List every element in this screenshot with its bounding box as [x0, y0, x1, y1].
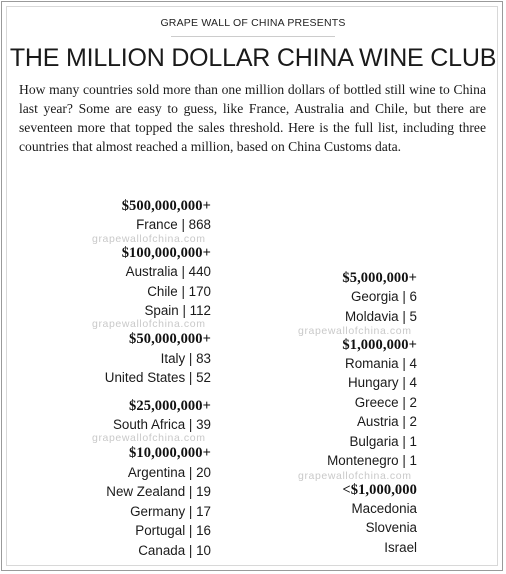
- country-entry: Austria | 2: [356, 414, 417, 429]
- tier-heading: $25,000,000+: [129, 398, 211, 414]
- country-entry: Israel: [384, 540, 417, 555]
- country-entry: Argentina | 20: [127, 465, 211, 480]
- country-entry: Macedonia: [351, 501, 417, 516]
- watermark: grapewallofchina.com: [92, 318, 206, 330]
- country-entry: United States | 52: [104, 370, 211, 385]
- watermark: grapewallofchina.com: [92, 432, 206, 444]
- watermark: grapewallofchina.com: [92, 233, 206, 245]
- country-entry: South Africa | 39: [112, 417, 211, 432]
- country-entry: Spain | 112: [144, 303, 211, 318]
- tier-heading: $50,000,000+: [129, 331, 211, 347]
- country-entry: Italy | 83: [160, 351, 211, 366]
- country-entry: Canada | 10: [138, 543, 211, 558]
- country-entry: Hungary | 4: [348, 375, 417, 390]
- country-entry: New Zealand | 19: [106, 484, 211, 499]
- country-entry: Chile | 170: [147, 284, 211, 299]
- intro-paragraph: How many countries sold more than one million dollars of bottled still wine to China last year? Some are easy to guess, like France, Australia and Chile, but there are seventeen more that topped the sales threshold. Here is the full list, including three countries that almost reached a million, based on China Customs data.: [19, 82, 486, 154]
- country-entry: Slovenia: [365, 520, 417, 535]
- watermark: grapewallofchina.com: [298, 470, 412, 482]
- tier-heading: $500,000,000+: [121, 198, 211, 214]
- country-entry: France | 868: [136, 217, 211, 232]
- tier-heading: <$1,000,000: [342, 482, 417, 498]
- country-entry: Australia | 440: [125, 264, 211, 279]
- tier-heading: $5,000,000+: [342, 270, 417, 286]
- country-entry: Romania | 4: [345, 356, 417, 371]
- tier-heading: $10,000,000+: [129, 445, 211, 461]
- tier-heading: $1,000,000+: [342, 337, 417, 353]
- country-entry: Georgia | 6: [350, 289, 417, 304]
- presents-line: GRAPE WALL OF CHINA PRESENTS: [160, 17, 346, 29]
- page-title: THE MILLION DOLLAR CHINA WINE CLUB: [9, 44, 497, 72]
- header-divider: [171, 36, 335, 37]
- country-entry: Portugal | 16: [135, 523, 211, 538]
- country-entry: Bulgaria | 1: [349, 434, 417, 449]
- tier-heading: $100,000,000+: [121, 245, 211, 261]
- country-entry: Montenegro | 1: [327, 453, 417, 468]
- country-entry: Greece | 2: [354, 395, 417, 410]
- watermark: grapewallofchina.com: [298, 325, 412, 337]
- country-entry: Germany | 17: [130, 504, 211, 519]
- country-entry: Moldavia | 5: [345, 309, 417, 324]
